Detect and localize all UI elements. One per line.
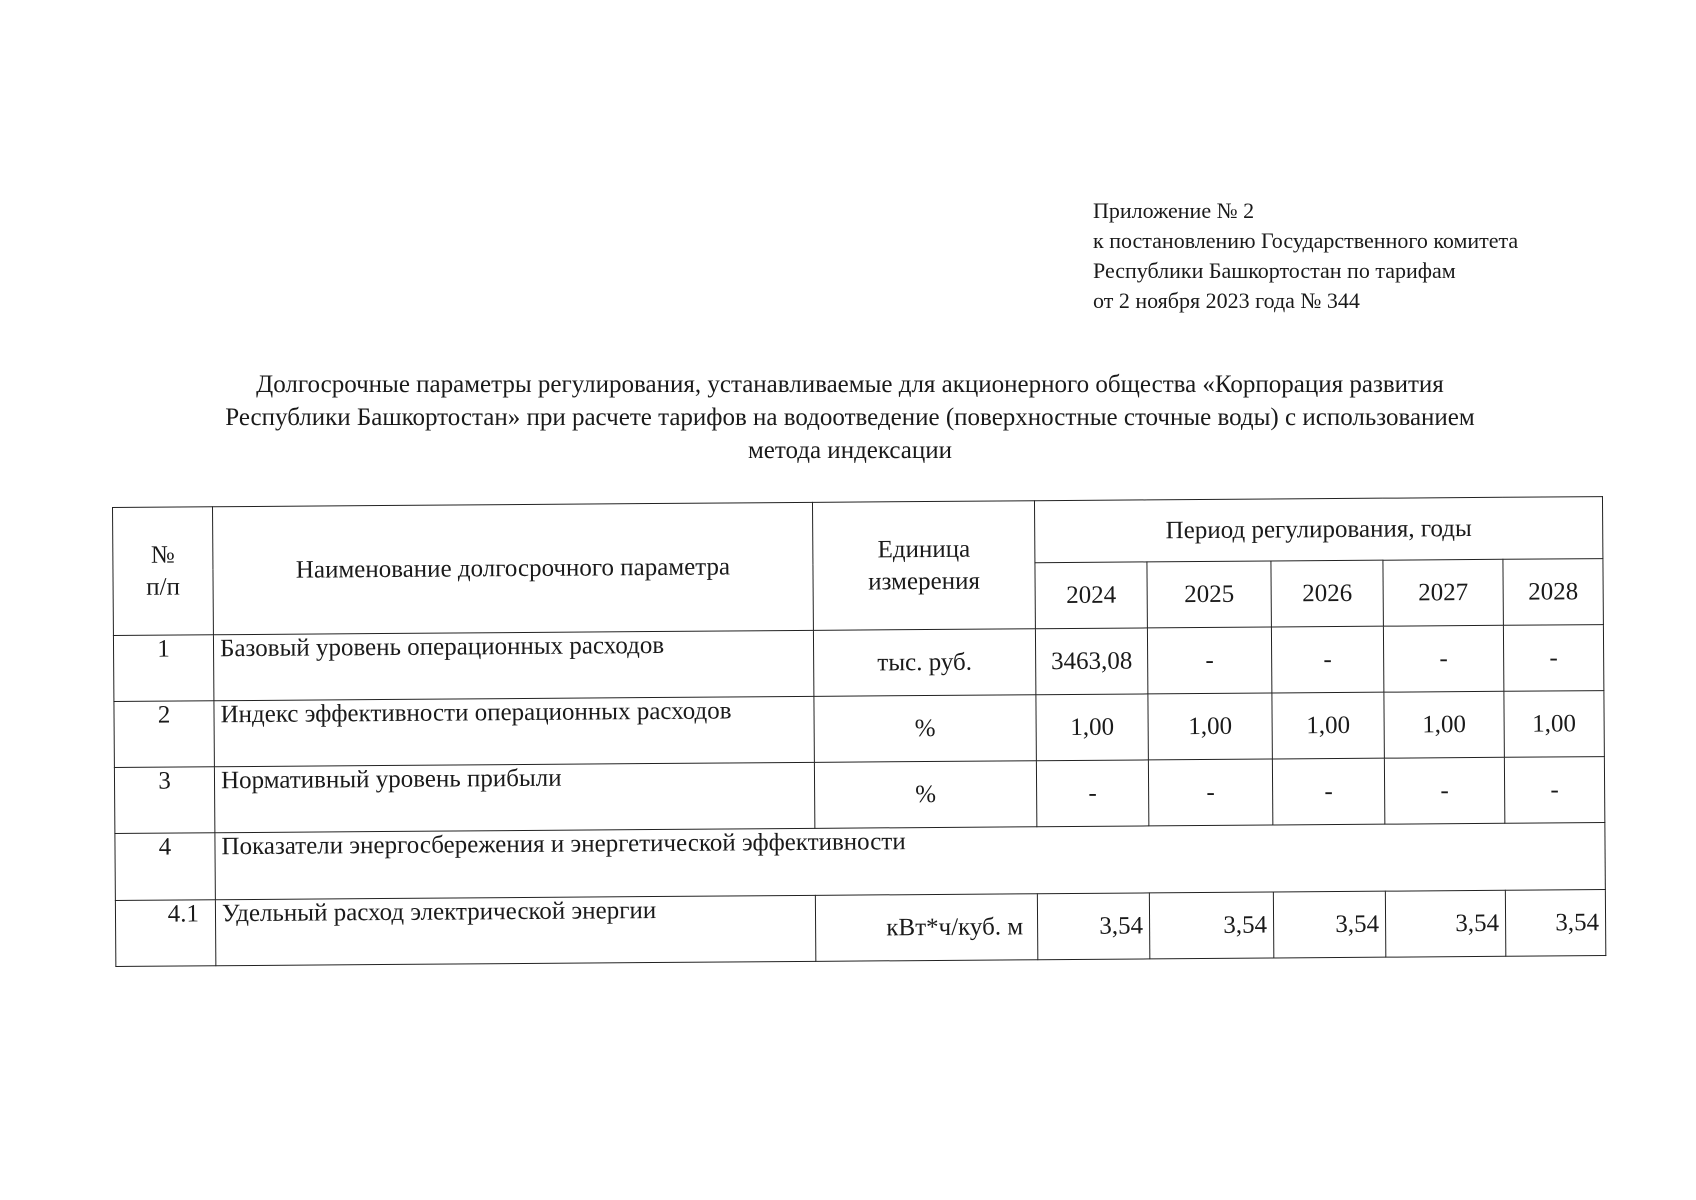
header-num-line-1: № (150, 541, 175, 569)
row-value: - (1504, 757, 1604, 824)
table-row (115, 890, 1605, 967)
row-parameter-name: Индекс эффективности операционных расходов (214, 696, 814, 766)
header-year: 2024 (1035, 562, 1147, 629)
table-row (114, 691, 1604, 768)
row-section-name: Показатели энергосбережения и энергетической эффективности (215, 823, 1605, 900)
appendix-line-4: от 2 ноября 2023 года № 344 (1093, 288, 1360, 313)
header-year: 2025 (1147, 561, 1271, 628)
row-value: 3,54 (1037, 893, 1149, 960)
row-unit: тыс. руб. (813, 629, 1035, 697)
row-value: 1,00 (1036, 694, 1148, 761)
row-value: - (1384, 757, 1504, 824)
row-value: 3,54 (1273, 891, 1385, 958)
header-num (113, 507, 214, 636)
row-value: 1,00 (1148, 693, 1272, 760)
header-year: 2028 (1503, 559, 1603, 626)
row-number: 2 (114, 701, 214, 768)
row-parameter-name: Удельный расход электрической энергии (215, 895, 815, 965)
header-year: 2027 (1383, 559, 1503, 626)
row-unit: % (814, 761, 1036, 829)
table-row (115, 823, 1605, 901)
row-unit: % (814, 695, 1036, 763)
title-line-2: Республики Башкортостан» при расчете тарифов на водоотведение (поверхностные сточные воды) с использованием (225, 404, 1475, 431)
document-title (120, 368, 1580, 467)
row-parameter-name: Базовый уровень операционных расходов (213, 630, 813, 700)
row-value: - (1503, 625, 1603, 692)
header-name: Наименование долгосрочного параметра (213, 502, 814, 634)
header-period: Период регулирования, годы (1034, 497, 1602, 563)
header-unit-line-1: Единица (877, 535, 971, 563)
title-line-3: метода индексации (747, 437, 953, 464)
row-value: 3,54 (1385, 890, 1505, 957)
row-value: - (1271, 626, 1383, 693)
table-row (113, 625, 1603, 702)
row-value: - (1147, 627, 1271, 694)
row-value: 3463,08 (1035, 628, 1147, 695)
header-num-line-2: п/п (146, 573, 181, 601)
row-value: - (1383, 625, 1503, 692)
row-value: 1,00 (1272, 692, 1384, 759)
row-number: 4.1 (115, 900, 215, 967)
parameters-table (112, 496, 1606, 967)
row-number: 4 (115, 833, 215, 901)
row-value: 1,00 (1504, 691, 1604, 758)
appendix-note (1093, 196, 1613, 316)
row-unit: кВт*ч/куб. м (815, 894, 1037, 962)
appendix-line-1: Приложение № 2 (1093, 198, 1255, 223)
row-value: 3,54 (1149, 892, 1273, 959)
row-value: - (1036, 760, 1148, 827)
appendix-line-3: Республики Башкортостан по тарифам (1093, 258, 1456, 283)
row-number: 3 (114, 767, 214, 834)
table-row (114, 757, 1604, 834)
row-parameter-name: Нормативный уровень прибыли (214, 762, 814, 832)
header-year: 2026 (1271, 560, 1383, 627)
row-number: 1 (113, 635, 213, 702)
header-unit-line-2: измерения (868, 567, 980, 595)
header-unit (812, 501, 1035, 631)
row-value: 3,54 (1505, 890, 1605, 957)
row-value: - (1148, 759, 1272, 826)
row-value: 1,00 (1384, 691, 1504, 758)
table-header-row (113, 497, 1603, 570)
appendix-line-2: к постановлению Государственного комитета (1093, 228, 1519, 253)
row-value: - (1272, 758, 1384, 825)
title-line-1: Долгосрочные параметры регулирования, устанавливаемые для акционерного общества «Корпорация развития (256, 371, 1444, 398)
